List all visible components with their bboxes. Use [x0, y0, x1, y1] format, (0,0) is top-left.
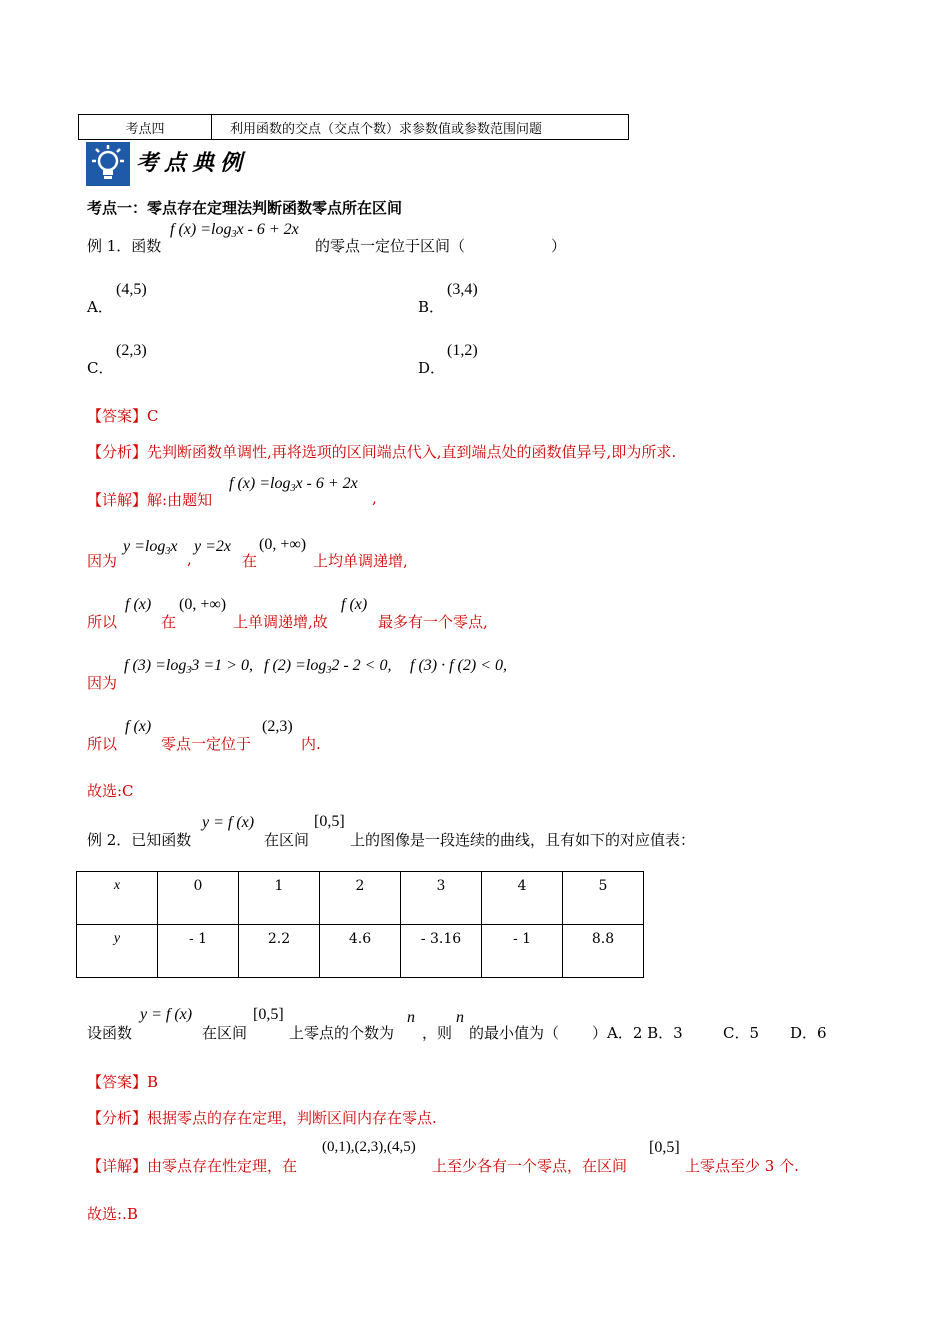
option-a-letter: A．: [87, 298, 113, 316]
table-cell: - 1: [158, 925, 239, 978]
line3-fx2: f (x): [341, 596, 368, 613]
table-cell: 2: [320, 872, 401, 925]
ex2-answer: 【答案】B: [87, 1073, 159, 1091]
q-min: 的最小值为（: [469, 1024, 560, 1042]
option-c-value: (2,3): [116, 342, 147, 359]
table-row: [77, 872, 644, 925]
line3-conclusion: 最多有一个零点,: [378, 613, 488, 631]
q-interval: [0,5]: [253, 1006, 284, 1023]
table-row: [77, 925, 644, 978]
table-cell: 8.8: [563, 925, 644, 978]
table-cell: - 1: [482, 925, 563, 978]
lightbulb-icon: [86, 142, 130, 186]
line4-product: f (3) · f (2) < 0,: [410, 657, 507, 674]
line5-so: 所以: [87, 735, 118, 753]
q-count: 上零点的个数为: [289, 1024, 395, 1042]
line3-interval: (0, +∞): [179, 596, 227, 613]
line5-located: 零点一定位于: [161, 735, 252, 753]
table-cell: 4.6: [320, 925, 401, 978]
ex1-prefix: 例 1．函数: [87, 237, 162, 255]
line4-because: 因为: [87, 674, 118, 692]
ex2-analysis: 【分析】根据零点的存在定理，判断区间内存在零点.: [87, 1109, 437, 1127]
option-c-letter: C．: [87, 359, 114, 377]
q-function: y = f (x): [140, 1006, 193, 1023]
line2-on: 在: [242, 552, 258, 570]
table-cell: - 3.16: [401, 925, 482, 978]
table-cell: 5: [563, 872, 644, 925]
table-cell: 2.2: [239, 925, 320, 978]
table-cell: 1: [239, 872, 320, 925]
ex2-mid: 在区间: [264, 831, 310, 849]
line3-mono: 上单调递增,故: [233, 613, 328, 631]
table-cell: 4: [482, 872, 563, 925]
ex1-detail-function: f $(x) =\log_3x - 6 + 2x$: [229, 475, 358, 494]
ex2-prefix: 例 2．已知函数: [87, 831, 192, 849]
ex2-function: y = f (x): [202, 814, 255, 831]
q-in: 在区间: [202, 1024, 248, 1042]
ex1-analysis: 【分析】先判断函数单调性,再将选项的区间端点代入,直到端点处的函数值异号,即为所求.: [87, 443, 677, 461]
ex1-close: ）: [551, 237, 567, 255]
line2-because: 因为: [87, 552, 118, 570]
ex1-function: f $(x) =\log_3x - 6 + 2x$: [170, 221, 299, 240]
line4-f2: f $(2) =\log_32 - 2 < 0$,: [264, 657, 392, 676]
option-d-letter: D．: [418, 359, 446, 377]
table-header-x: x: [77, 872, 158, 925]
ex1-detail-comma: ,: [372, 489, 377, 507]
line2-linear-func: y =2x: [194, 538, 231, 555]
line2-comma: ,: [187, 550, 192, 568]
option-b-letter: B．: [418, 298, 445, 316]
q-option-c: C．5: [723, 1024, 760, 1042]
ex2-suffix: 上的图像是一段连续的曲线，且有如下的对应值表：: [350, 831, 696, 849]
line2-interval: (0, +∞): [259, 536, 307, 553]
ex2-final: 故选:.B: [87, 1205, 138, 1223]
ex2-detail-intervals: (0,1),(2,3),(4,5): [322, 1139, 416, 1155]
q-n2: n: [456, 1009, 464, 1026]
line5-interval: (2,3): [262, 718, 293, 735]
line2-log-func: $y =\log_3x$: [123, 538, 178, 557]
topic-label: 考点四: [79, 115, 212, 139]
ex2-interval: [0,5]: [314, 813, 345, 830]
ex1-detail-intro: 【详解】解:由题知: [87, 491, 213, 509]
ex2-detail-conclusion: 上零点至少 3 个.: [685, 1157, 799, 1175]
table-header-y: y: [77, 925, 158, 978]
option-a-value: (4,5): [116, 281, 147, 298]
line3-so: 所以: [87, 613, 118, 631]
value-table: [76, 871, 644, 978]
q-set: 设函数: [87, 1024, 133, 1042]
line2-conclusion: 上均单调递增,: [313, 552, 408, 570]
line4-f3: f $(3) =\log_33 =1 > 0$,: [124, 657, 253, 676]
ex2-detail: 【详解】由零点存在性定理，在: [87, 1157, 298, 1175]
table-cell: 0: [158, 872, 239, 925]
ex1-final: 故选:C: [87, 782, 134, 800]
ex2-detail-interval: [0,5]: [649, 1139, 680, 1156]
topic-heading: 考点一：零点存在定理法判断函数零点所在区间: [87, 199, 403, 217]
ex1-suffix: 的零点一定位于区间（: [315, 237, 466, 255]
line5-inside: 内.: [301, 735, 321, 753]
q-then: ，则: [422, 1024, 453, 1042]
section-title: 考点典例: [136, 150, 249, 176]
topic-content: 利用函数的交点（交点个数）求参数值或参数范围问题: [230, 121, 543, 137]
line5-fx: f (x): [125, 718, 152, 735]
q-options-ab: ）A．2 B．3: [592, 1024, 683, 1042]
table-cell: 3: [401, 872, 482, 925]
option-b-value: (3,4): [447, 281, 478, 298]
line3-fx: f (x): [125, 596, 152, 613]
q-option-d: D．6: [790, 1024, 827, 1042]
topic-table: [78, 114, 629, 140]
q-n: n: [407, 1009, 415, 1026]
ex1-answer: 【答案】C: [87, 407, 159, 425]
ex2-detail-mid: 上至少各有一个零点，在区间: [432, 1157, 628, 1175]
option-d-value: (1,2): [447, 342, 478, 359]
line3-on: 在: [161, 613, 177, 631]
